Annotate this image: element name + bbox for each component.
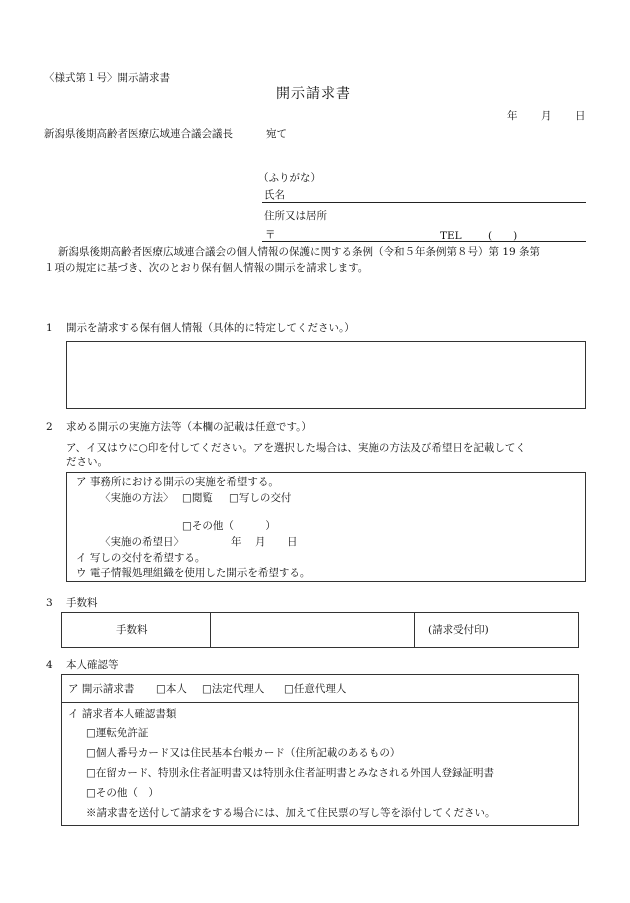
form-number: 〈様式第１号〉開示請求書 [44, 72, 170, 84]
id-documents-title: イ 請求者本人確認書類 [68, 708, 177, 720]
request-self-checkbox[interactable]: □本人 [156, 683, 187, 695]
option-u[interactable]: ウ 電子情報処理組織を使用した開示を希望する。 [76, 567, 311, 579]
section-1-title: 開示を請求する保有個人情報（具体的に特定してください。） [66, 322, 355, 334]
requested-info-field[interactable] [66, 341, 586, 409]
fee-value[interactable] [216, 624, 406, 638]
request-legal-agent-checkbox[interactable]: □法定代理人 [202, 683, 265, 695]
date-day-label: 日 [575, 110, 586, 122]
doc-residence-checkbox[interactable]: □在留カード、特別永住者証明書又は特別永住者証明書とみなされる外国人登録証明書 [86, 767, 494, 779]
desired-date-month: 月 [255, 536, 266, 548]
desired-date-day: 日 [287, 536, 298, 548]
address-field[interactable] [262, 241, 586, 242]
name-label: 氏名 [264, 189, 285, 201]
desired-date-label: 〈実施の希望日〉 [100, 536, 184, 548]
request-voluntary-agent-checkbox[interactable]: □任意代理人 [284, 683, 347, 695]
section-3-number: 3 [46, 597, 53, 609]
identity-table-divider [61, 702, 579, 703]
option-a[interactable]: ア 事務所における開示の実施を希望する。 [76, 476, 279, 488]
tel-label: TEL [440, 230, 462, 242]
addressee: 新潟県後期高齢者医療広域連合議会議長 [44, 128, 233, 140]
tel-paren: ( ) [488, 230, 518, 242]
section-3-title: 手数料 [66, 597, 98, 609]
name-field[interactable] [262, 202, 586, 203]
option-i[interactable]: イ 写しの交付を希望する。 [76, 552, 206, 564]
doc-license-checkbox[interactable]: □運転免許証 [86, 727, 149, 739]
section-2-instruction-2: ださい。 [66, 456, 108, 468]
fee-table-divider-2 [414, 612, 415, 648]
section-4-number: 4 [46, 659, 53, 671]
method-label: 〈実施の方法〉 [100, 492, 174, 504]
addressee-suffix: 宛て [266, 128, 287, 140]
receipt-stamp-label: (請求受付印) [428, 624, 489, 636]
desired-date-year: 年 [231, 536, 242, 548]
method-view-checkbox[interactable]: □閲覧 [182, 492, 213, 504]
section-4-title: 本人確認等 [66, 659, 119, 671]
address-label: 住所又は居所 [264, 210, 327, 222]
intro-line-2: １項の規定に基づき、次のとおり保有個人情報の開示を請求します。 [44, 262, 369, 274]
furigana-label: （ふりがな） [258, 172, 321, 184]
method-copy-checkbox[interactable]: □写しの交付 [229, 492, 292, 504]
doc-mynumber-checkbox[interactable]: □個人番号カード又は住民基本台帳カード（住所記載のあるもの） [86, 747, 401, 759]
section-2-title: 求める開示の実施方法等（本欄の記載は任意です。） [66, 421, 312, 433]
page-title: 開示請求書 [276, 86, 351, 102]
fee-table-divider-1 [210, 612, 211, 648]
fee-label: 手数料 [116, 624, 148, 636]
section-2-instruction-1: ア、イ又はウに○印を付してください。アを選択した場合は、実施の方法及び希望日を記載してく [66, 442, 526, 454]
doc-other-checkbox[interactable]: □その他（ ） [86, 787, 159, 799]
method-other-checkbox[interactable]: □その他（ ） [182, 520, 276, 532]
section-1-number: 1 [46, 322, 53, 334]
section-2-number: 2 [46, 421, 53, 433]
postal-mark: 〒 [265, 229, 276, 241]
date-month-label: 月 [541, 110, 552, 122]
request-type-label: ア 開示請求書 [68, 683, 135, 695]
date-year-label: 年 [507, 110, 518, 122]
mail-request-note: ※請求書を送付して請求をする場合には、加えて住民票の写し等を添付してください。 [86, 807, 496, 819]
intro-line-1: 新潟県後期高齢者医療広域連合議会の個人情報の保護に関する条例（令和５年条例第８号）第 19 条第 [58, 246, 541, 258]
